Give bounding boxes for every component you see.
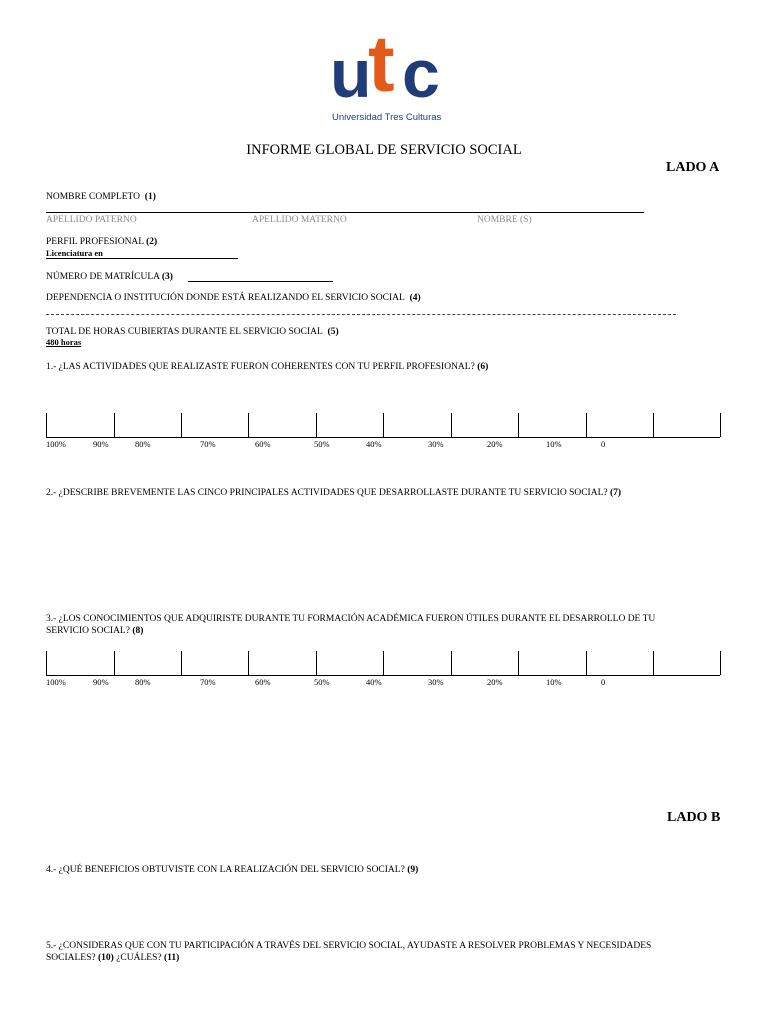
scale-1-tick: [653, 413, 654, 437]
question-5-line-1: 5.- ¿CONSIDERAS QUE CON TU PARTICIPACIÓN A TRAVÉS DEL SERVICIO SOCIAL, AYUDASTE A RESOLVER PROBLEMAS Y NECESIDADES: [46, 941, 652, 951]
logo-letter-u: u: [330, 36, 368, 112]
scale-1-label: 10%: [546, 439, 562, 449]
scale-1-tick: [518, 413, 519, 437]
scale-2-label: 10%: [546, 677, 562, 687]
scale-2-tick: [114, 651, 115, 675]
scale-2-tick: [181, 651, 182, 675]
perfil-value: Licenciatura en: [46, 248, 103, 258]
document-title: INFORME GLOBAL DE SERVICIO SOCIAL: [246, 142, 522, 158]
scale-1-tick: [46, 413, 47, 437]
scale-2-tick: [383, 651, 384, 675]
scale-2-tick: [586, 651, 587, 675]
apellido-materno-label: APELLIDO MATERNO: [252, 215, 347, 225]
scale-1-label: 20%: [487, 439, 503, 449]
scale-2-tick: [518, 651, 519, 675]
apellido-paterno-label: APELLIDO PATERNO: [46, 215, 137, 225]
question-4: 4.- ¿QUÉ BENEFICIOS OBTUVISTE CON LA REALIZACIÓN DEL SERVICIO SOCIAL? (9): [46, 865, 419, 875]
nombre-line[interactable]: [46, 212, 644, 213]
scale-1-tick: [720, 413, 721, 437]
dependencia-label: DEPENDENCIA O INSTITUCIÓN DONDE ESTÁ REALIZANDO EL SERVICIO SOCIAL (4): [46, 293, 421, 303]
scale-1-tick: [316, 413, 317, 437]
scale-1-tick: [586, 413, 587, 437]
scale-2-label: 20%: [487, 677, 503, 687]
scale-1-label: 80%: [135, 439, 151, 449]
dependencia-line[interactable]: [46, 314, 676, 315]
scale-1-label: 40%: [366, 439, 382, 449]
scale-2-tick: [316, 651, 317, 675]
scale-1-label: 0: [601, 439, 606, 449]
nombre-label: NOMBRE COMPLETO (1): [46, 192, 156, 202]
scale-2-label: 100%: [46, 677, 66, 687]
rating-scale-2[interactable]: [46, 651, 720, 687]
scale-1-label: 60%: [255, 439, 271, 449]
scale-2-label: 90%: [93, 677, 109, 687]
question-1: 1.- ¿LAS ACTIVIDADES QUE REALIZASTE FUERON COHERENTES CON TU PERFIL PROFESIONAL? (6): [46, 362, 489, 372]
logo-letter-t: t: [368, 19, 395, 108]
scale-2-tick: [451, 651, 452, 675]
scale-2-label: 30%: [428, 677, 444, 687]
university-logo: [330, 20, 442, 128]
scale-1-label: 100%: [46, 439, 66, 449]
nombres-label: NOMBRE (S): [477, 215, 532, 225]
logo-subtitle: Universidad Tres Culturas: [332, 112, 442, 123]
scale-1-label: 50%: [314, 439, 330, 449]
scale-2-label: 60%: [255, 677, 271, 687]
logo-letter-c: c: [402, 36, 440, 112]
scale-2-tick: [720, 651, 721, 675]
scale-1-tick: [181, 413, 182, 437]
horas-value: 480 horas: [46, 337, 82, 347]
perfil-line[interactable]: [46, 258, 238, 259]
scale-1-label: 90%: [93, 439, 109, 449]
scale-1-label: 70%: [200, 439, 216, 449]
side-b-heading: LADO B: [667, 810, 721, 825]
scale-2-label: 40%: [366, 677, 382, 687]
rating-scale-1[interactable]: [46, 413, 720, 449]
horas-label: TOTAL DE HORAS CUBIERTAS DURANTE EL SERVICIO SOCIAL (5): [46, 327, 339, 337]
scale-2-label: 80%: [135, 677, 151, 687]
scale-1-tick: [248, 413, 249, 437]
perfil-label: PERFIL PROFESIONAL (2): [46, 237, 158, 247]
question-3-line-1: 3.- ¿LOS CONOCIMIENTOS QUE ADQUIRISTE DURANTE TU FORMACIÓN ACADÉMICA FUERON ÚTILES DURANTE EL DESARROLLO DE TU: [46, 614, 656, 624]
scale-2-label: 50%: [314, 677, 330, 687]
scale-2-label: 0: [601, 677, 606, 687]
scale-2-tick: [653, 651, 654, 675]
question-5-line-2: SOCIALES? (10) ¿CUÁLES? (11): [46, 953, 180, 963]
scale-2-tick: [248, 651, 249, 675]
scale-1-tick: [114, 413, 115, 437]
matricula-line[interactable]: [188, 281, 333, 282]
side-a-heading: LADO A: [666, 160, 720, 175]
scale-1-label: 30%: [428, 439, 444, 449]
matricula-label: NÚMERO DE MATRÍCULA (3): [46, 272, 173, 282]
scale-2-label: 70%: [200, 677, 216, 687]
scale-1-tick: [383, 413, 384, 437]
question-2: 2.- ¿DESCRIBE BREVEMENTE LAS CINCO PRINCIPALES ACTIVIDADES QUE DESARROLLASTE DURANTE TU SERVICIO SOCIAL? (7): [46, 488, 622, 498]
question-3-line-2: SERVICIO SOCIAL? (8): [46, 626, 144, 636]
scale-1-tick: [451, 413, 452, 437]
scale-2-tick: [46, 651, 47, 675]
